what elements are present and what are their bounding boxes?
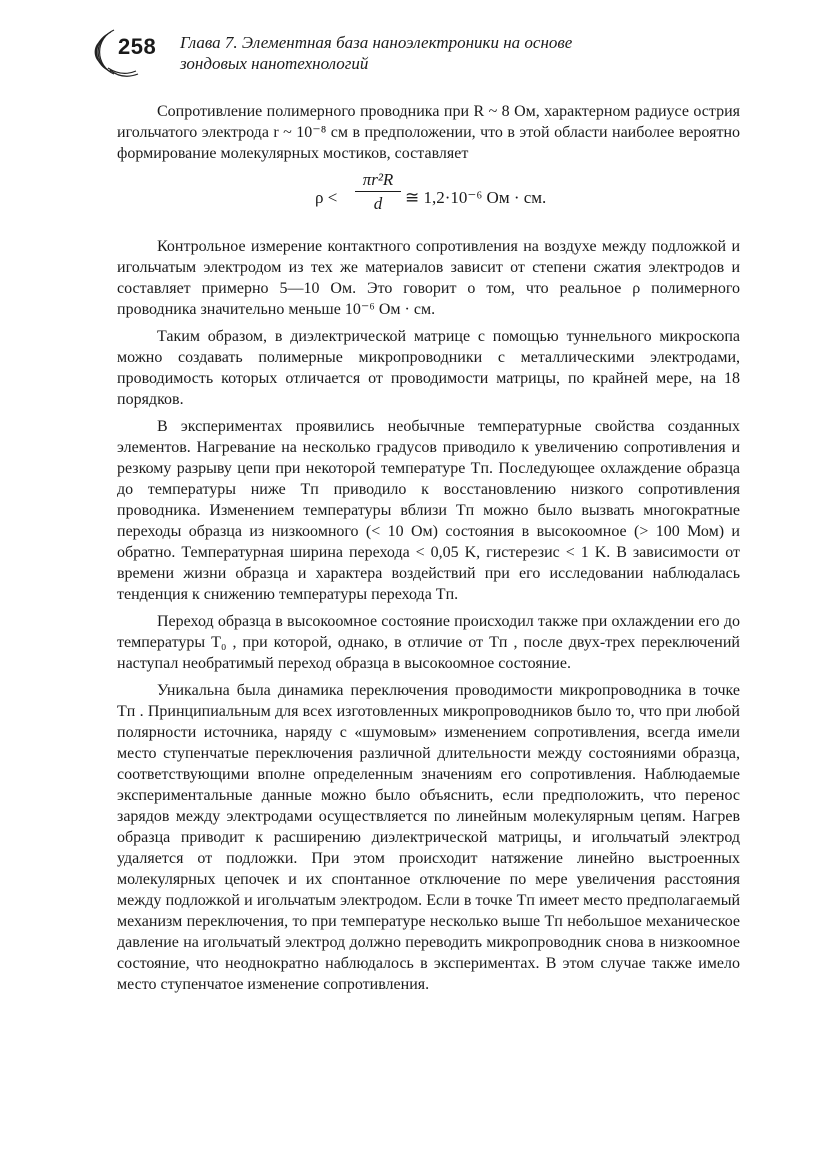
formula-denominator: d [373,194,383,213]
fraction-bar [355,191,401,192]
formula-rhs: ≅ 1,2·10⁻⁶ Ом · см. [405,188,547,207]
paragraph-1: Сопротивление полимерного проводника при R ~ 8 Ом, характерном радиусе острия игольчатого электрода r ~ 10⁻⁸ см в предположении, что в этой области наиболее вероятно формирование молекулярных мостиков, составляет [117,103,740,162]
paragraph-4: В экспериментах проявились необычные температурные свойства созданных элементов. Нагревание на несколько градусов приводило к увеличению сопротивления и резкому разрыву цепи при некоторой температуре Tп. Последующее охлаждение образца до температуры ниже Tп приводило к восстановлению низкого сопротивления проводника. Изменением температуры вблизи Tп можно было вызвать многократные переходы образца из низкоомного (< 10 Ом) состояния в высокоомное (> 100 Мом) и обратно. Температурная ширина перехода < 0,05 K, гистерезис < 1 K. В зависимости от времени жизни образца и характера воздействий при его исследовании наблюдалась тенденция к снижению температуры перехода Tп. [117,418,740,603]
chapter-title [180,32,572,74]
paragraph-6: Уникальна была динамика переключения проводимости микропроводника в точке Tп . Принципиальным для всех изготовленных микропроводников было то, что при любой полярности источника, наряду с «шумовым» изменением сопротивления, всегда имели место ступенчатые переключения различной длительности между состояниями образца, соответствующими вполне определенным значениям его сопротивления. Наблюдаемые экспериментальные данные можно было объяснить, если предположить, что перенос зарядов между электродами осуществляется по линейным молекулярным цепям. Нагрев образца приводит к расширению диэлектрической матрицы, и игольчатый электрод удаляется от подложки. При этом происходит натяжение линейно выстроенных молекулярных цепочек и их спонтанное отключение по мере увеличения расстояния между подложкой и игольчатым электродом. Если в точке Tп имеет место предполагаемый механизм переключения, то при температуре несколько выше Tп небольшое механическое давление на игольчатый электрод должно переводить микропроводник снова в низкоомное состояние, что неоднократно наблюдалось в экспериментах. В этом случае также имело место ступенчатое изменение сопротивления. [117,682,740,993]
paragraph-2: Контрольное измерение контактного сопротивления на воздухе между подложкой и игольчатым электродом из тех же материалов зависит от степени сжатия электродов и составляет примерно 5—10 Ом. Это говорит о том, что реальное ρ полимерного проводника значительно меньше 10⁻⁶ Ом · см. [117,238,740,318]
page-number: 258 [118,34,157,59]
main-text [117,101,740,995]
chapter-title-line-2: зондовых нанотехнологий [180,54,369,73]
paragraph-5: Переход образца в высокоомное состояние происходил также при охлаждении его до температуры T₀ , при которой, однако, в отличие от Tп , после двух-трех переключений наступал необратимый переход образца в высокоомное состояние. [117,613,740,672]
page-header [92,24,752,84]
formula-lhs: ρ < [315,188,338,207]
paragraph-3: Таким образом, в диэлектрической матрице с помощью туннельного микроскопа можно создавать полимерные микропроводники с металлическими электродами, проводимость которых отличается от проводимости матрицы, по крайней мере, на 18 порядков. [117,328,740,408]
resistivity-formula [117,166,740,228]
chapter-title-line-1: Глава 7. Элементная база наноэлектроники на основе [180,33,573,52]
formula-numerator: πr²R [362,170,394,189]
formula-fraction [355,170,401,214]
